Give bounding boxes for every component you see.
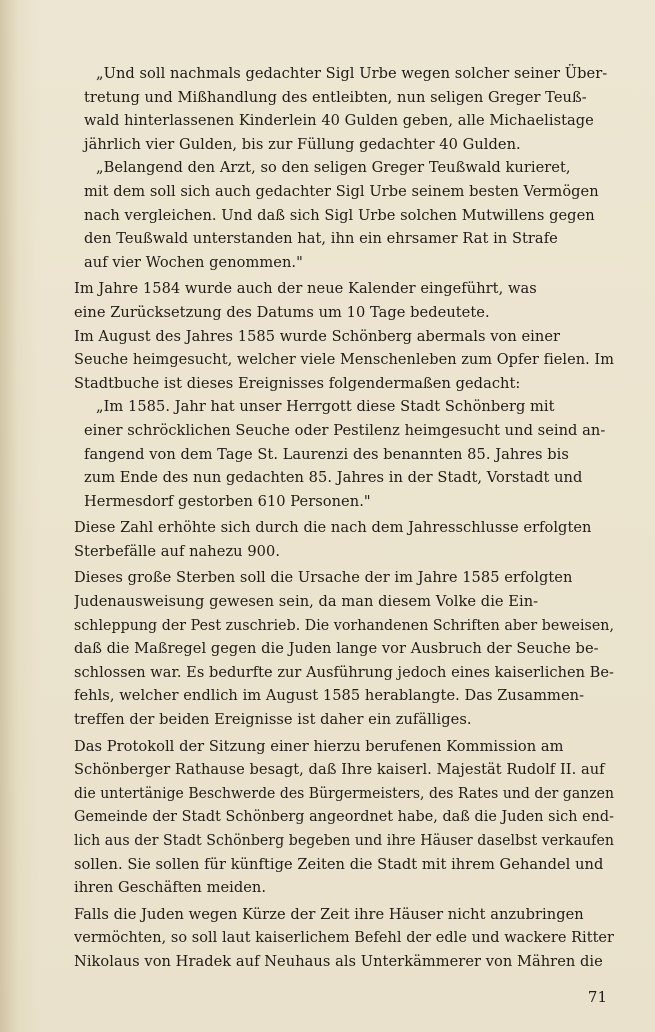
text-line: einer schröcklichen Seuche oder Pestilenz heimgesucht und seind an-: [84, 421, 606, 439]
text-line: daß die Maßregel gegen die Juden lange vor Ausbruch der Seuche be-: [74, 640, 599, 658]
text-line: Schönberger Rathause besagt, daß Ihre kaiserl. Majestät Rudolf II. auf: [74, 761, 605, 779]
text-line: Das Protokoll der Sitzung einer hierzu berufenen Kommission am: [74, 737, 564, 755]
text-line: lich aus der Stadt Schönberg begeben und ihre Häuser daselbst verkaufen: [74, 832, 614, 849]
text-line: fehls, welcher endlich im August 1585 herablangte. Das Zusammen-: [74, 687, 585, 705]
text-line: treffen der beiden Ereignisse ist daher ein zufälliges.: [74, 711, 472, 729]
text-line: sollen. Sie sollen für künftige Zeiten die Stadt mit ihrem Gehandel und: [74, 855, 604, 873]
text-line: nach vergleichen. Und daß sich Sigl Urbe solchen Mutwillens gegen: [84, 206, 595, 224]
text-line: zum Ende des nun gedachten 85. Jahres in der Stadt, Vorstadt und: [84, 469, 583, 487]
text-line: die untertänige Beschwerde des Bürgermeisters, des Rates und der ganzen: [74, 784, 614, 802]
text-line: schleppung der Pest zuschrieb. Die vorhandenen Schriften aber beweisen,: [74, 616, 614, 634]
text-line: Sterbefälle auf nahezu 900.: [74, 542, 281, 560]
text-line: „Belangend den Arzt, so den seligen Greger Teußwald kurieret,: [96, 159, 571, 177]
text-line: „Und soll nachmals gedachter Sigl Urbe wegen solcher seiner Über-: [96, 65, 608, 82]
text-line: Dieses große Sterben soll die Ursache der im Jahre 1585 erfolgten: [74, 569, 573, 587]
text-line: wald hinterlassenen Kinderlein 40 Gulden geben, alle Michaelistage: [84, 112, 594, 130]
text-line: vermöchten, so soll laut kaiserlichem Befehl der edle und wackere Ritter: [74, 929, 614, 947]
text-line: „Im 1585. Jahr hat unser Herrgott diese Stadt Schönberg mit: [96, 398, 555, 416]
text-line: schlossen war. Es bedurfte zur Ausführung jedoch eines kaiserlichen Be-: [74, 663, 614, 681]
text-line: Falls die Juden wegen Kürze der Zeit ihre Häuser nicht anzubringen: [74, 905, 584, 923]
text-line: mit dem soll sich auch gedachter Sigl Urbe seinem besten Vermögen: [84, 182, 599, 200]
text-line: Hermesdorf gestorben 610 Personen.": [84, 492, 371, 510]
body-text: [74, 62, 614, 974]
text-line: Seuche heimgesucht, welcher viele Menschenleben zum Opfer fielen. Im: [74, 351, 614, 369]
text-line: jährlich vier Gulden, bis zur Füllung gedachter 40 Gulden.: [84, 135, 521, 153]
text-line: tretung und Mißhandlung des entleibten, nun seligen Greger Teuß-: [84, 88, 587, 106]
text-line: Stadtbuche ist dieses Ereignisses folgendermaßen gedacht:: [74, 374, 521, 392]
text-line: eine Zurücksetzung des Datums um 10 Tage bedeutete.: [74, 303, 490, 321]
text-line: fangend von dem Tage St. Laurenzi des benannten 85. Jahres bis: [84, 445, 569, 463]
page-number: 71: [587, 988, 607, 1006]
text-line: Nikolaus von Hradek auf Neuhaus als Unterkämmerer von Mähren die: [74, 952, 603, 970]
text-line: Judenausweisung gewesen sein, da man diesem Volke die Ein-: [74, 593, 539, 611]
text-line: Diese Zahl erhöhte sich durch die nach dem Jahresschlusse erfolgten: [74, 519, 592, 537]
text-line: den Teußwald unterstanden hat, ihn ein ehrsamer Rat in Strafe: [84, 230, 558, 248]
text-line: ihren Geschäften meiden.: [74, 879, 267, 897]
text-line: auf vier Wochen genommen.": [84, 253, 303, 271]
text-line: Gemeinde der Stadt Schönberg angeordnet habe, daß die Juden sich end-: [74, 808, 614, 826]
text-line: Im Jahre 1584 wurde auch der neue Kalender eingeführt, was: [74, 280, 537, 298]
text-line: Im August des Jahres 1585 wurde Schönberg abermals von einer: [74, 327, 561, 345]
